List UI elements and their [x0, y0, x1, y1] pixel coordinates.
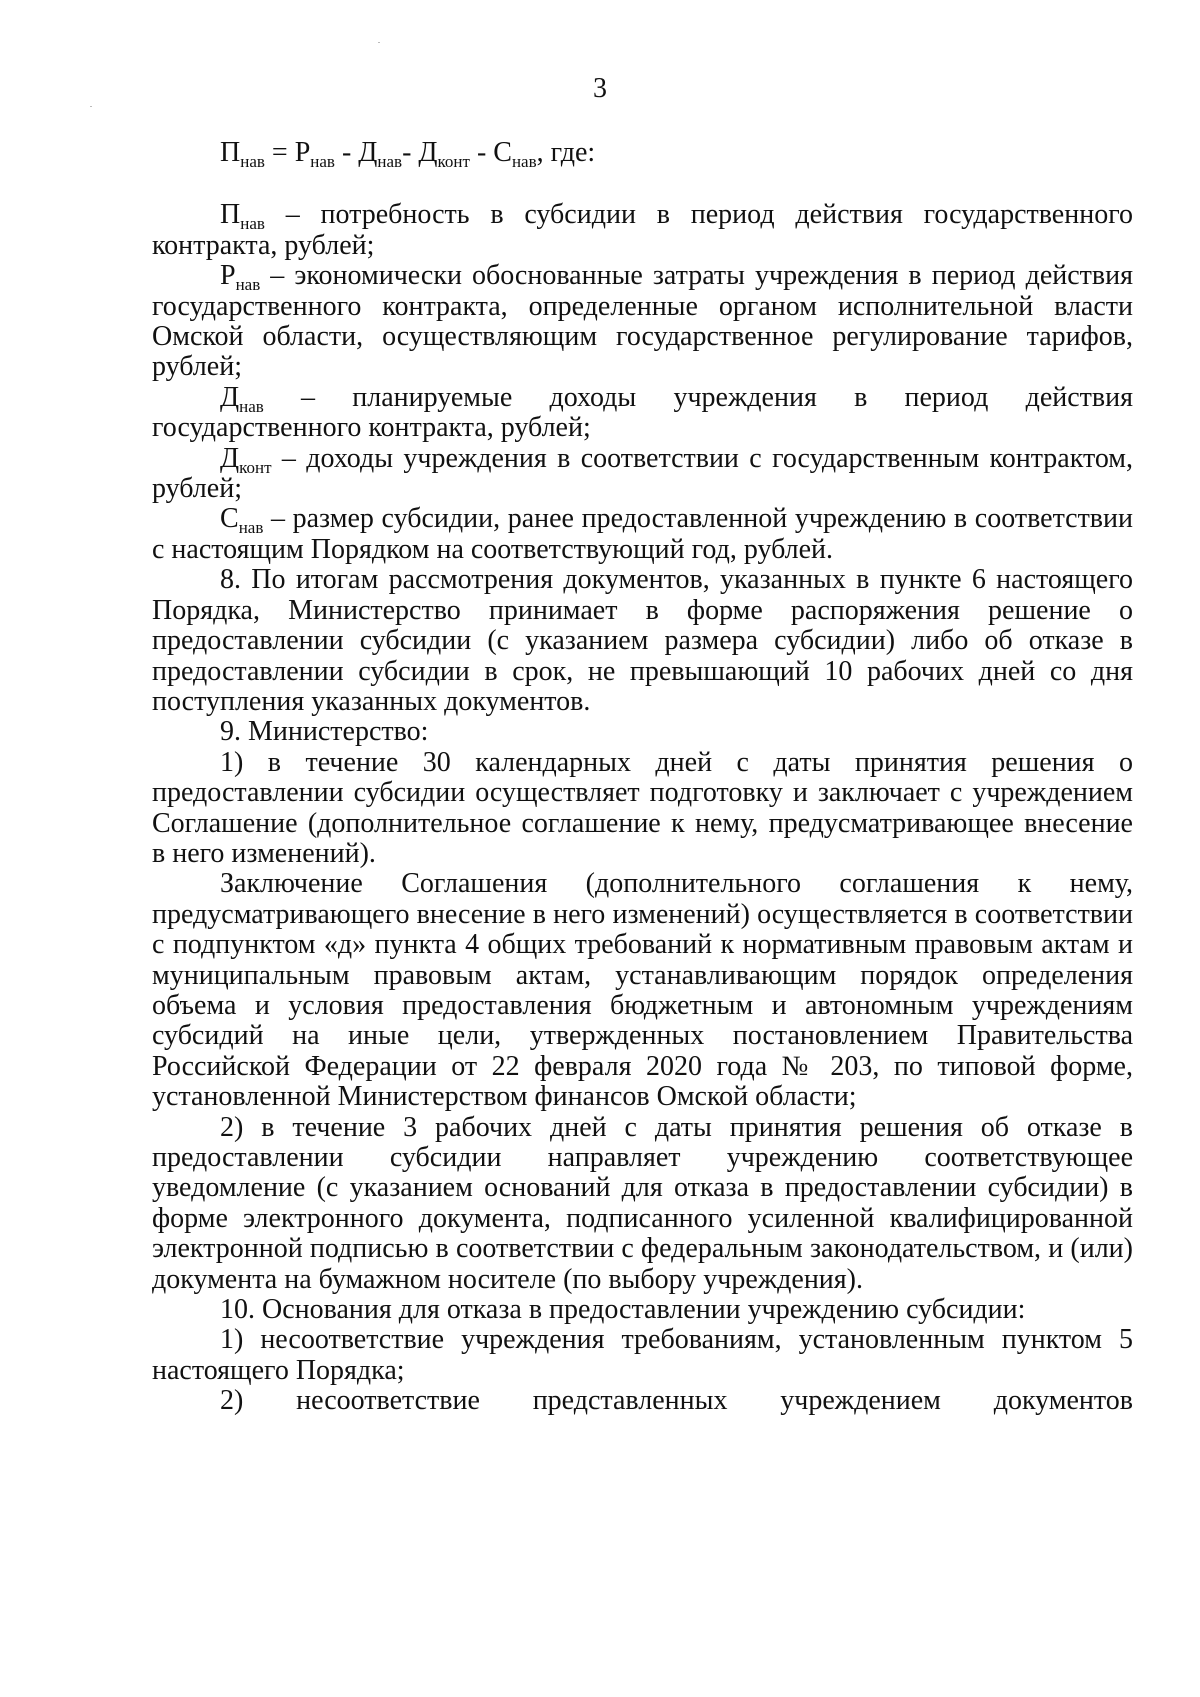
- formula-symbol: Д: [418, 137, 438, 168]
- definition-p-nav: [152, 200, 1133, 261]
- formula-subscript: нав: [240, 152, 265, 171]
- formula-symbol: Д: [358, 137, 378, 168]
- definition-text: – планируемые доходы учреждения в период действия государственного контракта, рублей;: [152, 381, 1133, 444]
- formula-operator: -: [469, 137, 494, 168]
- formula-subscript: конт: [437, 152, 470, 171]
- definition-symbol: Д: [220, 381, 240, 413]
- formula-operator: =: [264, 137, 295, 168]
- paragraph-9-agreement: Заключение Соглашения (дополнительного соглашения к нему, предусматривающего внесение в него изменений) осуществляется в соответствии с подпунктом «д» пункта 4 общих требований к нормативным правовым актам и муниципальным правовым актам, устанавливающим порядок определения объема и условия предоставления бюджетным и автономным учреждениям субсидий на иные цели, утвержденных постановлением Правительства Российской Федерации от 22 февраля 2020 года № 203, по типовой форме, установленной Министерством финансов Омской области;: [152, 868, 1133, 1113]
- formula-operator: -: [334, 137, 359, 168]
- definition-text: – доходы учреждения в соответствии с государственным контрактом, рублей;: [152, 442, 1133, 505]
- definition-subscript: нав: [240, 214, 265, 234]
- definition-text: – экономически обоснованные затраты учреждения в период действия государственного контракта, определенные органом исполнительной власти Омской области, осуществляющим государственное регулирование тарифов, рублей;: [152, 260, 1133, 383]
- definition-subscript: нав: [238, 518, 264, 538]
- paragraph-9-item-2: 2) в течение 3 рабочих дней с даты принятия решения об отказе в предоставлении субсидии направляет учреждению соответствующее уведомление (с указанием оснований для отказа в предоставлении субсидии) в форме электронного документа, подписанного усиленной квалифицированной электронной подписью в соответствии с федеральным законодательством, и (или) документа на бумажном носителе (по выбору учреждения).: [152, 1111, 1133, 1295]
- definition-subscript: нав: [235, 275, 261, 295]
- scan-speck: [378, 42, 380, 43]
- definition-symbol: Д: [220, 442, 240, 474]
- formula-operator: -: [402, 137, 419, 168]
- paragraph-9: 9. Министерство:: [220, 716, 429, 748]
- formula-symbol: С: [493, 137, 512, 168]
- formula: [152, 137, 1133, 171]
- formula-symbol: Р: [294, 137, 311, 168]
- definition-r-nav: [152, 261, 1133, 383]
- formula-subscript: нав: [310, 152, 335, 171]
- definition-symbol: Р: [220, 260, 236, 292]
- paragraph-10-item-2: 2) несоответствие представленных учреждением документов: [220, 1385, 1133, 1417]
- scan-speck: [90, 106, 92, 107]
- definition-d-nav: [152, 383, 1133, 444]
- formula-subscript: нав: [377, 152, 403, 171]
- paragraph-8: 8. По итогам рассмотрения документов, указанных в пункте 6 настоящего Порядка, Министерство принимает в форме распоряжения решение о предоставлении субсидии (с указанием размера субсидии) либо об отказе в предоставлении субсидии в срок, не превышающий 10 рабочих дней со дня поступления указанных документов.: [152, 564, 1133, 717]
- definition-c-nav: [152, 504, 1133, 565]
- paragraph-10: 10. Основания для отказа в предоставлении учреждению субсидии:: [220, 1294, 1026, 1326]
- document-body: [152, 138, 1133, 1417]
- definition-symbol: П: [220, 199, 241, 231]
- formula-subscript: нав: [511, 152, 537, 171]
- paragraph-10-item-1: 1) несоответствие учреждения требованиям, установленным пунктом 5 настоящего Порядка;: [152, 1324, 1133, 1386]
- definition-text: – потребность в субсидии в период действия государственного контракта, рублей;: [152, 199, 1133, 261]
- paragraph-9-item-1: 1) в течение 30 календарных дней с даты принятия решения о предоставлении субсидии осуществляет подготовку и заключает с учреждением Соглашение (дополнительное соглашение к нему, предусматривающее внесение в него изменений).: [152, 746, 1133, 869]
- page-number: 3: [593, 73, 607, 104]
- definition-text: – размер субсидии, ранее предоставленной учреждению в соответствии с настоящим Порядком на соответствующий год, рублей.: [152, 503, 1133, 565]
- definition-subscript: конт: [239, 457, 272, 477]
- definition-d-kont: [152, 444, 1133, 505]
- formula-tail: , где:: [536, 137, 596, 168]
- formula-symbol: П: [220, 137, 241, 168]
- definition-subscript: нав: [239, 396, 264, 416]
- definition-symbol: С: [220, 503, 239, 535]
